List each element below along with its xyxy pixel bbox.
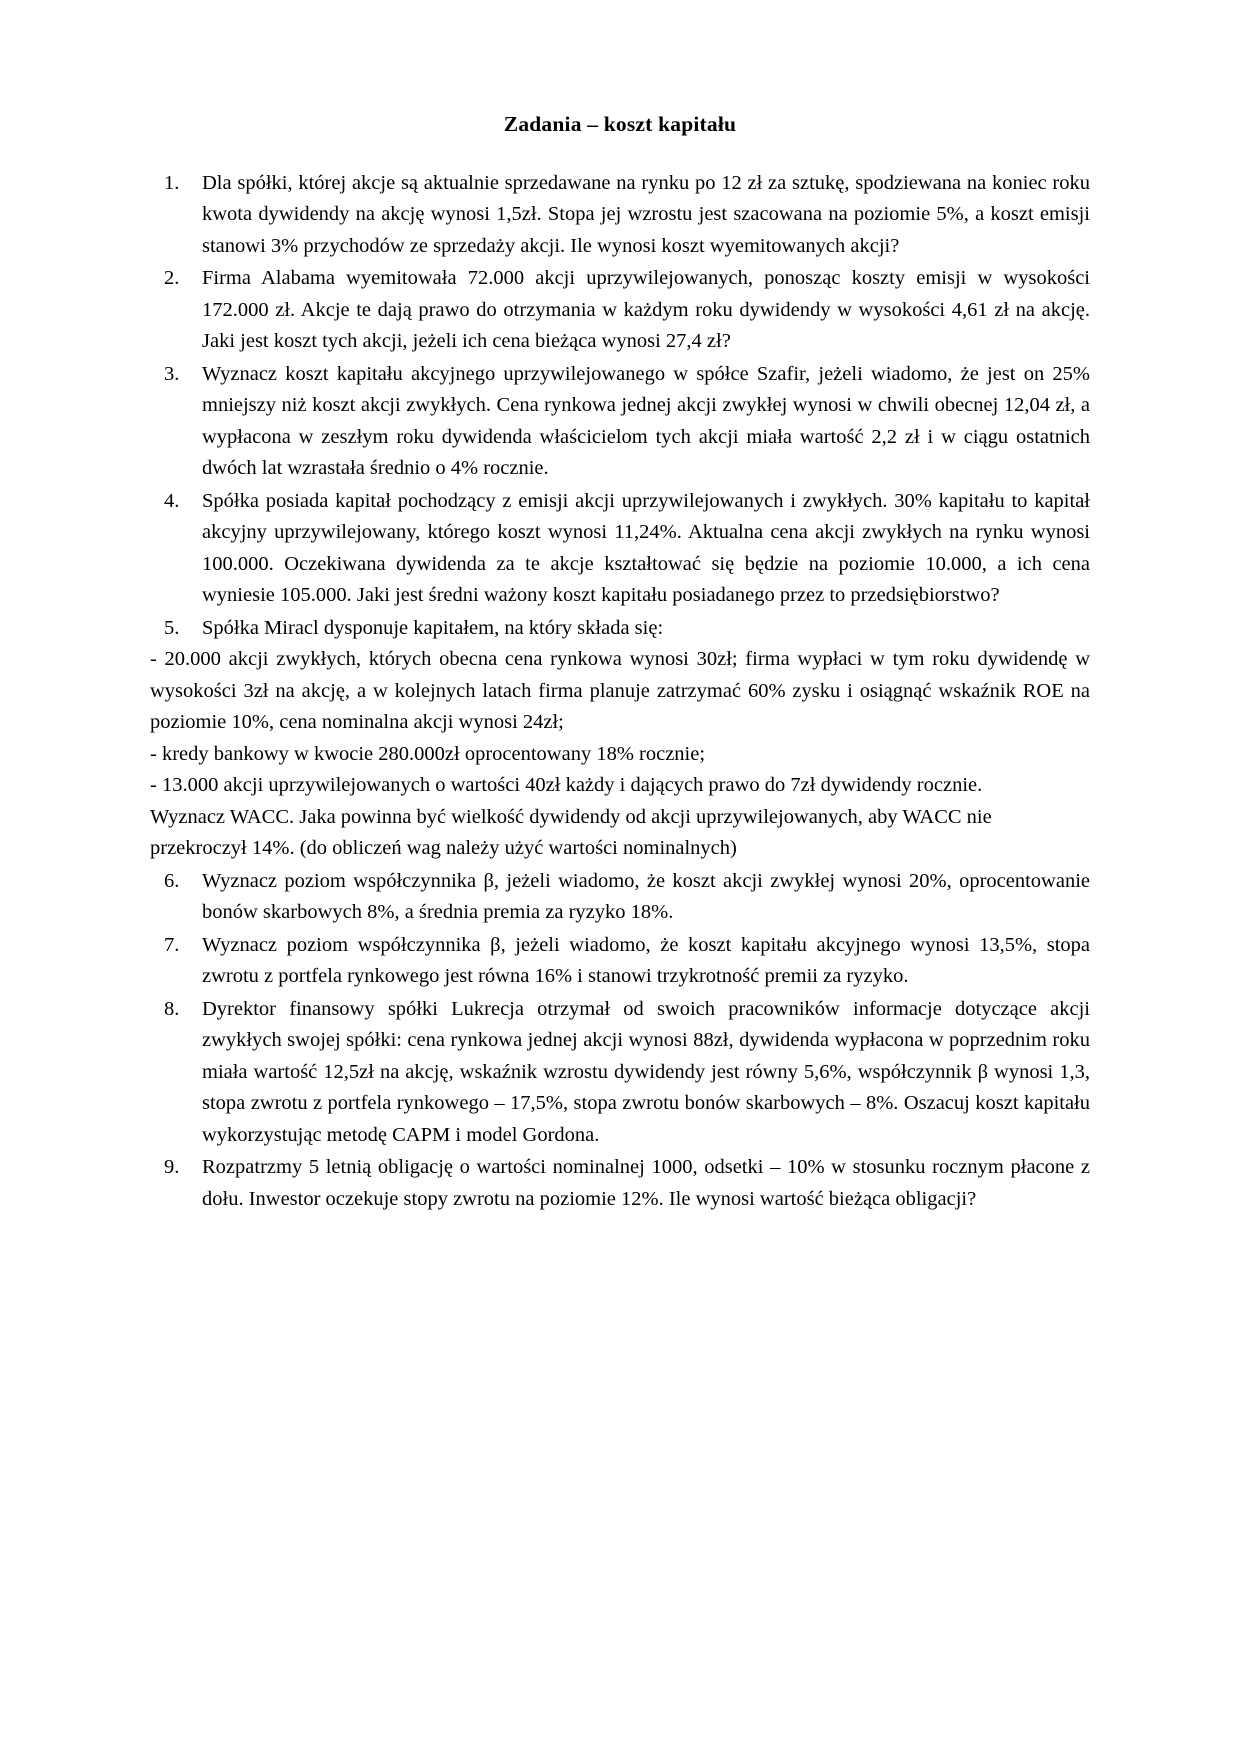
- task-5-tail: Wyznacz WACC. Jaka powinna być wielkość dywidendy od akcji uprzywilejowanych, aby WACC nie przekroczył 14%. (do obliczeń wag należy użyć wartości nominalnych): [150, 805, 992, 860]
- task-item-2: [150, 263, 1090, 358]
- page-title: Zadania – koszt kapitału: [503, 112, 737, 136]
- task-text-4: Spółka posiada kapitał pochodzący z emisji akcji uprzywilejowanych i zwykłych. 30% kapitału to kapitał akcyjny uprzywilejowany, którego koszt wynosi 11,24%. Aktualna cena akcji zwykłych na rynku wynosi 100.000. Oczekiwana dywidenda za te akcje kształtować się będzie na poziomie 10.000, a ich cena wyniesie 105.000. Jaki jest średni ważony koszt kapitału posiadanego przez to przedsiębiorstwo?: [202, 489, 1090, 607]
- task-5-sublines: [150, 644, 1090, 865]
- task-item-8: [150, 994, 1090, 1152]
- task-text-2: Firma Alabama wyemitowała 72.000 akcji uprzywilejowanych, ponosząc koszty emisji w wysokości 172.000 zł. Akcje te dają prawo do otrzymania w każdym roku dywidendy w wysokości 4,61 zł na akcję. Jaki jest koszt tych akcji, jeżeli ich cena bieżąca wynosi 27,4 zł?: [202, 267, 1090, 353]
- task-item-1: [150, 168, 1090, 263]
- task-text-1: Dla spółki, której akcje są aktualnie sprzedawane na rynku po 12 zł za sztukę, spodziewana na koniec roku kwota dywidendy na akcję wynosi 1,5zł. Stopa jej wzrostu jest szacowana na poziomie 5%, a koszt emisji stanowi 3% przychodów ze sprzedaży akcji. Ile wynosi koszt wyemitowanych akcji?: [202, 171, 1090, 257]
- task-5-subline-2: - kredy bankowy w kwocie 280.000zł oprocentowany 18% rocznie;: [150, 742, 706, 765]
- task-text-3: Wyznacz koszt kapitału akcyjnego uprzywilejowanego w spółce Szafir, jeżeli wiadomo, że jest on 25% mniejszy niż koszt akcji zwykłych. Cena rynkowa jednej akcji zwykłej wynosi w chwili obecnej 12,04 zł, a wypłacona w zeszłym roku dywidenda właścicielom tych akcji miała wartość 2,2 zł i w ciągu ostatnich dwóch lat wzrastała średnio o 4% rocznie.: [202, 362, 1090, 480]
- task-item-7: [150, 930, 1090, 993]
- task-5-subline-3: - 13.000 akcji uprzywilejowanych o wartości 40zł każdy i dających prawo do 7zł dywidendy rocznie.: [150, 774, 983, 797]
- task-5-subline-1: - 20.000 akcji zwykłych, których obecna cena rynkowa wynosi 30zł; firma wypłaci w tym roku dywidendę w wysokości 3zł na akcję, a w kolejnych latach firma planuje zatrzymać 60% zysku i osiągnąć wskaźnik ROE na poziomie 10%, cena nominalna akcji wynosi 24zł;: [150, 648, 1090, 734]
- task-item-4: [150, 486, 1090, 612]
- task-text-5: Spółka Miracl dysponuje kapitałem, na który składa się:: [202, 616, 664, 639]
- task-item-3: [150, 359, 1090, 485]
- task-text-9: Rozpatrzmy 5 letnią obligację o wartości nominalnej 1000, odsetki – 10% w stosunku rocznym płacone z dołu. Inwestor oczekuje stopy zwrotu na poziomie 12%. Ile wynosi wartość bieżąca obligacji?: [202, 1156, 1090, 1210]
- task-text-6: Wyznacz poziom współczynnika β, jeżeli wiadomo, że koszt akcji zwykłej wynosi 20%, oprocentowanie bonów skarbowych 8%, a średnia premia za ryzyko 18%.: [202, 869, 1090, 924]
- task-text-7: Wyznacz poziom współczynnika β, jeżeli wiadomo, że koszt kapitału akcyjnego wynosi 13,5%, stopa zwrotu z portfela rynkowego jest równa 16% i stanowi trzykrotność premii za ryzyko.: [202, 933, 1090, 988]
- task-item-6: [150, 866, 1090, 929]
- task-list: [150, 168, 1090, 1216]
- task-item-9: [150, 1152, 1090, 1215]
- task-text-8: Dyrektor finansowy spółki Lukrecja otrzymał od swoich pracowników informacje dotyczące akcji zwykłych swojej spółki: cena rynkowa jednej akcji wynosi 88zł, dywidenda wypłacona w poprzednim roku miała wartość 12,5zł na akcję, wskaźnik wzrostu dywidendy jest równy 5,6%, współczynnik β wynosi 1,3, stopa zwrotu z portfela rynkowego – 17,5%, stopa zwrotu bonów skarbowych – 8%. Oszacuj koszt kapitału wykorzystując metodę CAPM i model Gordona.: [202, 997, 1090, 1146]
- task-item-5: [150, 613, 1090, 865]
